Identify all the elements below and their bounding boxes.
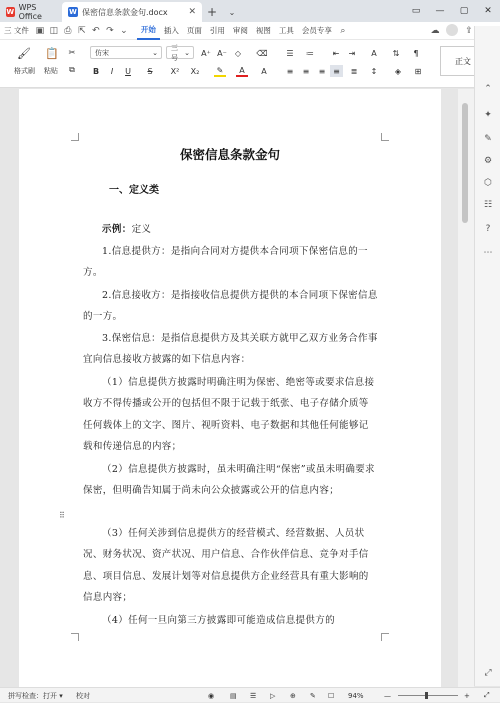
word-doc-icon: W (69, 8, 77, 16)
menu-item-page[interactable]: 页面 (186, 26, 202, 35)
chinese-layout-icon[interactable]: A (371, 48, 377, 58)
drag-handle-icon[interactable]: ⠿ (59, 511, 64, 520)
status-bar (0, 687, 500, 702)
menu-item-tools[interactable]: 工具 (278, 26, 294, 35)
avatar[interactable] (446, 24, 458, 36)
underline-button[interactable]: U (125, 66, 131, 76)
paragraph-6: （3）任何关涉到信息提供方的经营模式、经营数据、人员状况、财务状况、资产状况、用户信息、合作伙伴信息、竞争对手信息、项目信息、发展计划等对信息提供方企业经营具有重大影响的信息内容； (83, 528, 369, 604)
close-tab-icon[interactable]: ✕ (188, 7, 196, 17)
example-label: 示例： (102, 224, 132, 235)
justify-icon[interactable]: ≡ (330, 65, 343, 77)
page-view-icon[interactable]: ▤ (230, 691, 237, 700)
wps-logo-icon: W (6, 8, 15, 16)
maximize-icon[interactable]: ▢ (459, 6, 469, 16)
style-normal-label: 正文 (455, 56, 471, 66)
zoom-in-icon[interactable]: + (464, 691, 470, 700)
font-family-value: 仿宋 (95, 48, 109, 57)
ai-assistant-icon[interactable]: ✦ (484, 110, 492, 120)
show-marks-icon[interactable]: ¶ (413, 48, 419, 58)
font-size-value: 三号 (171, 43, 178, 62)
share-icon[interactable]: ⇪ (465, 25, 473, 36)
italic-button[interactable]: I (110, 66, 114, 76)
menu-item-member[interactable]: 会员专享 (301, 26, 332, 35)
document-title: 保密信息条款金句 (179, 147, 280, 162)
paste-label: 粘贴 (44, 67, 58, 75)
cut-icon[interactable]: ✂ (68, 47, 76, 57)
zoom-slider-knob[interactable] (425, 692, 428, 699)
minimize-icon[interactable]: — (435, 6, 445, 16)
print-icon[interactable]: ⎙ (64, 25, 72, 36)
example-text: 定义 (131, 224, 152, 235)
margin-corner-tr (381, 133, 389, 141)
superscript-button[interactable]: X² (170, 66, 180, 76)
read-mode-icon[interactable]: ☐ (328, 691, 335, 700)
tab-document[interactable] (62, 2, 202, 22)
menu-item-insert[interactable]: 插入 (163, 26, 179, 35)
subscript-button[interactable]: X₂ (190, 66, 200, 76)
fullscreen-icon[interactable]: ⤢ (484, 668, 492, 678)
menu-item-review[interactable]: 审阅 (232, 26, 248, 35)
paragraph-2: 2.信息接收方：是指接收信息提供方提供的本合同项下保密信息的一方。 (83, 290, 378, 323)
format-painter-label: 格式刷 (14, 67, 35, 75)
menu-item-view[interactable]: 视图 (255, 26, 271, 35)
section-heading: 一、定义类 (109, 185, 159, 196)
zoom-out-icon[interactable]: — (384, 691, 391, 700)
focus-mode-icon[interactable]: ◉ (208, 691, 215, 700)
eraser-icon[interactable]: ⌫ (256, 48, 268, 58)
undo-icon[interactable]: ↶ (92, 25, 100, 36)
clear-format-icon[interactable]: ◇ (234, 48, 242, 58)
align-left-icon[interactable]: ≡ (286, 66, 294, 76)
new-tab-button[interactable]: + (206, 5, 218, 19)
tab-wps-label: WPS Office (18, 3, 42, 21)
border-icon[interactable]: ⊞ (414, 66, 422, 76)
outdent-icon[interactable]: ⇤ (332, 48, 340, 58)
zoom-slider[interactable] (398, 695, 458, 696)
menu-item-home[interactable]: 开始 (137, 22, 160, 40)
format-painter-icon[interactable]: 🖌 (17, 46, 31, 60)
paragraph-5: （2）信息提供方披露时，虽未明确注明“保密”或虽未明确要求保密，但明确告知属于尚未向公众披露或公开的信息内容； (83, 464, 375, 497)
chevron-down-icon: ⌄ (152, 48, 158, 57)
indent-icon[interactable]: ⇥ (348, 48, 356, 58)
margin-corner-tl (71, 133, 79, 141)
collapse-icon[interactable]: ⌃ (484, 84, 492, 94)
strikethrough-button[interactable]: S (147, 66, 153, 76)
margin-corner-bl (71, 633, 79, 641)
ribbon-toolbar (0, 40, 500, 88)
paragraph-1: 1.信息提供方：是指向合同对方提供本合同项下保密信息的一方。 (83, 246, 368, 279)
tab-list-icon[interactable]: ⌄ (228, 7, 236, 17)
outline-view-icon[interactable]: ☰ (250, 691, 257, 700)
line-spacing-icon[interactable]: ↕ (370, 66, 378, 76)
window-controls (404, 0, 500, 22)
paragraph-3: 3.保密信息：是指信息提供方及其关联方就甲乙双方业务合作事宜向信息接收方披露的如下信息内容： (83, 333, 378, 366)
proofread-button[interactable]: 校对 (76, 691, 90, 700)
paste-icon[interactable]: 📋 (45, 46, 59, 60)
sliders-icon[interactable]: ☷ (483, 200, 493, 210)
adjust-icon[interactable]: ⚙ (483, 156, 493, 166)
export-icon[interactable]: ⇱ (78, 25, 86, 36)
right-sidebar (474, 26, 500, 686)
redo-icon[interactable]: ↷ (106, 25, 114, 36)
example-line (83, 219, 378, 240)
char-border-button[interactable]: A (261, 66, 267, 76)
cloud-sync-icon[interactable]: ☁ (430, 25, 440, 36)
copy-icon[interactable]: ⧉ (69, 65, 75, 74)
tab-bar (0, 0, 500, 22)
sort-icon[interactable]: ⇅ (392, 48, 400, 58)
layout-icon[interactable]: ▭ (411, 6, 421, 16)
align-right-icon[interactable]: ≡ (318, 66, 326, 76)
more-icon[interactable]: ⌄ (120, 25, 128, 36)
scrollbar-thumb[interactable] (462, 103, 468, 223)
save-icon[interactable]: ▣ (35, 25, 45, 36)
file-menu[interactable]: 三 文件 (4, 26, 29, 35)
paragraph-7: （4）任何一旦向第三方披露即可能造成信息提供方的 (102, 615, 335, 626)
bullet-list-icon[interactable]: ☰ (286, 48, 294, 58)
play-icon[interactable]: ▷ (270, 691, 276, 700)
highlight-button[interactable]: ✎ (214, 65, 226, 77)
edit-icon[interactable]: ✎ (484, 134, 492, 144)
tab-wps-office[interactable] (0, 2, 62, 22)
document-canvas (0, 89, 458, 687)
align-center-icon[interactable]: ≡ (302, 66, 310, 76)
distribute-icon[interactable]: ≣ (350, 66, 358, 76)
tab-document-label: 保密信息条款金句.docx (82, 7, 168, 17)
font-size-select[interactable] (166, 43, 194, 62)
help-icon[interactable]: ? (485, 224, 491, 234)
decrease-font-icon[interactable]: A⁻ (217, 48, 227, 58)
paragraph-4: （1）信息提供方披露时明确注明为保密、绝密等或要求信息接收方不得传播或公开的包括但不限于记载于纸张、电子存储介质等任何载体上的文字、图片、视听资料、电子数据和其他任何能够记载和传递信息的内容； (83, 377, 375, 453)
numbered-list-icon[interactable]: ≔ (306, 48, 314, 58)
chevron-down-icon: ⌄ (184, 48, 190, 57)
panel-more-icon[interactable]: ⋯ (483, 248, 493, 258)
font-family-select[interactable] (90, 46, 162, 59)
shape-icon[interactable]: ⬡ (484, 178, 492, 188)
increase-font-icon[interactable]: A⁺ (201, 48, 211, 58)
document-page[interactable] (19, 89, 441, 687)
vertical-scrollbar[interactable] (458, 89, 474, 687)
bold-button[interactable]: B (92, 66, 100, 76)
menu-item-references[interactable]: 引用 (209, 26, 225, 35)
shading-icon[interactable]: ◈ (394, 66, 402, 76)
eye-protection-icon[interactable]: ✎ (310, 691, 316, 700)
margin-corner-br (381, 633, 389, 641)
menu-bar (0, 22, 500, 40)
font-color-button[interactable]: A (236, 65, 248, 77)
web-view-icon[interactable]: ⊕ (290, 691, 296, 700)
spellcheck-toggle[interactable]: 拼写检查：打开 ▾ (8, 691, 63, 700)
zoom-level[interactable]: 94% (348, 691, 364, 700)
close-icon[interactable]: ✕ (484, 6, 492, 16)
print-preview-icon[interactable]: ◫ (49, 25, 59, 36)
fit-window-icon[interactable]: ⤢ (484, 691, 490, 699)
search-icon[interactable]: ⌕ (340, 25, 346, 36)
